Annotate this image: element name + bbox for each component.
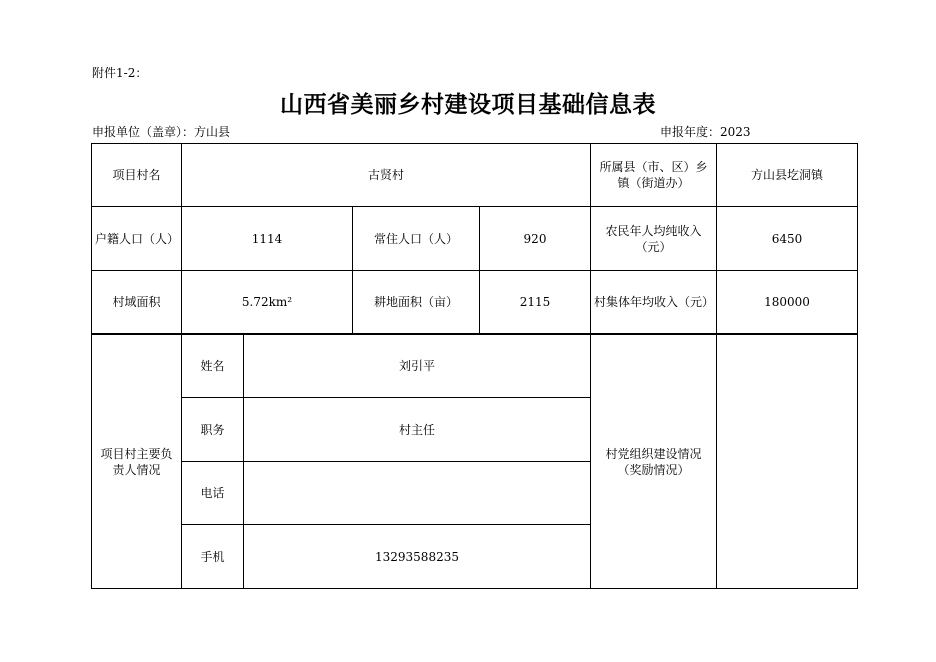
party-building-value <box>717 335 857 588</box>
page-title: 山西省美丽乡村建设项目基础信息表 <box>280 92 656 118</box>
position-label: 职务 <box>200 422 225 437</box>
name-value: 刘引平 <box>398 359 435 373</box>
collective-income-value: 180000 <box>764 295 810 309</box>
table-border <box>91 588 858 589</box>
phone-value <box>244 462 590 524</box>
phone-label: 电话 <box>200 486 225 500</box>
area-label: 村域面积 <box>112 295 161 309</box>
reporting-unit: 申报单位（盖章）：方山县 <box>92 125 231 139</box>
registered-population-value: 1114 <box>251 231 283 246</box>
county-label: 所属县（市、区）乡镇（街道办） <box>599 160 708 190</box>
farmland-value: 2115 <box>519 295 551 309</box>
village-value: 古贤村 <box>367 168 404 182</box>
table-border <box>857 143 858 589</box>
mobile-value: 13293588235 <box>375 549 459 564</box>
resident-population-value: 920 <box>523 231 547 246</box>
resident-population-label: 常住人口（人） <box>373 231 458 246</box>
registered-population-label: 户籍人口（人） <box>95 231 180 246</box>
leader-label: 项目村主要负责人情况 <box>100 446 173 477</box>
income-value: 6450 <box>771 231 803 246</box>
position-value: 村主任 <box>398 422 435 437</box>
area-value: 5.72km² <box>241 295 293 309</box>
party-building-label: 村党组织建设情况（奖励情况） <box>605 446 702 477</box>
income-label: 农民年人均纯收入（元） <box>605 223 702 254</box>
name-label: 姓名 <box>200 359 225 373</box>
collective-income-label: 村集体年均收入（元） <box>594 295 715 309</box>
village-label: 项目村名 <box>112 168 161 182</box>
mobile-label: 手机 <box>200 549 225 564</box>
attachment-label: 附件1-2： <box>92 66 148 80</box>
reporting-year: 申报年度：2023 <box>660 125 751 139</box>
farmland-label: 耕地面积（亩） <box>373 295 458 309</box>
county-value: 方山县圪洞镇 <box>750 168 823 182</box>
